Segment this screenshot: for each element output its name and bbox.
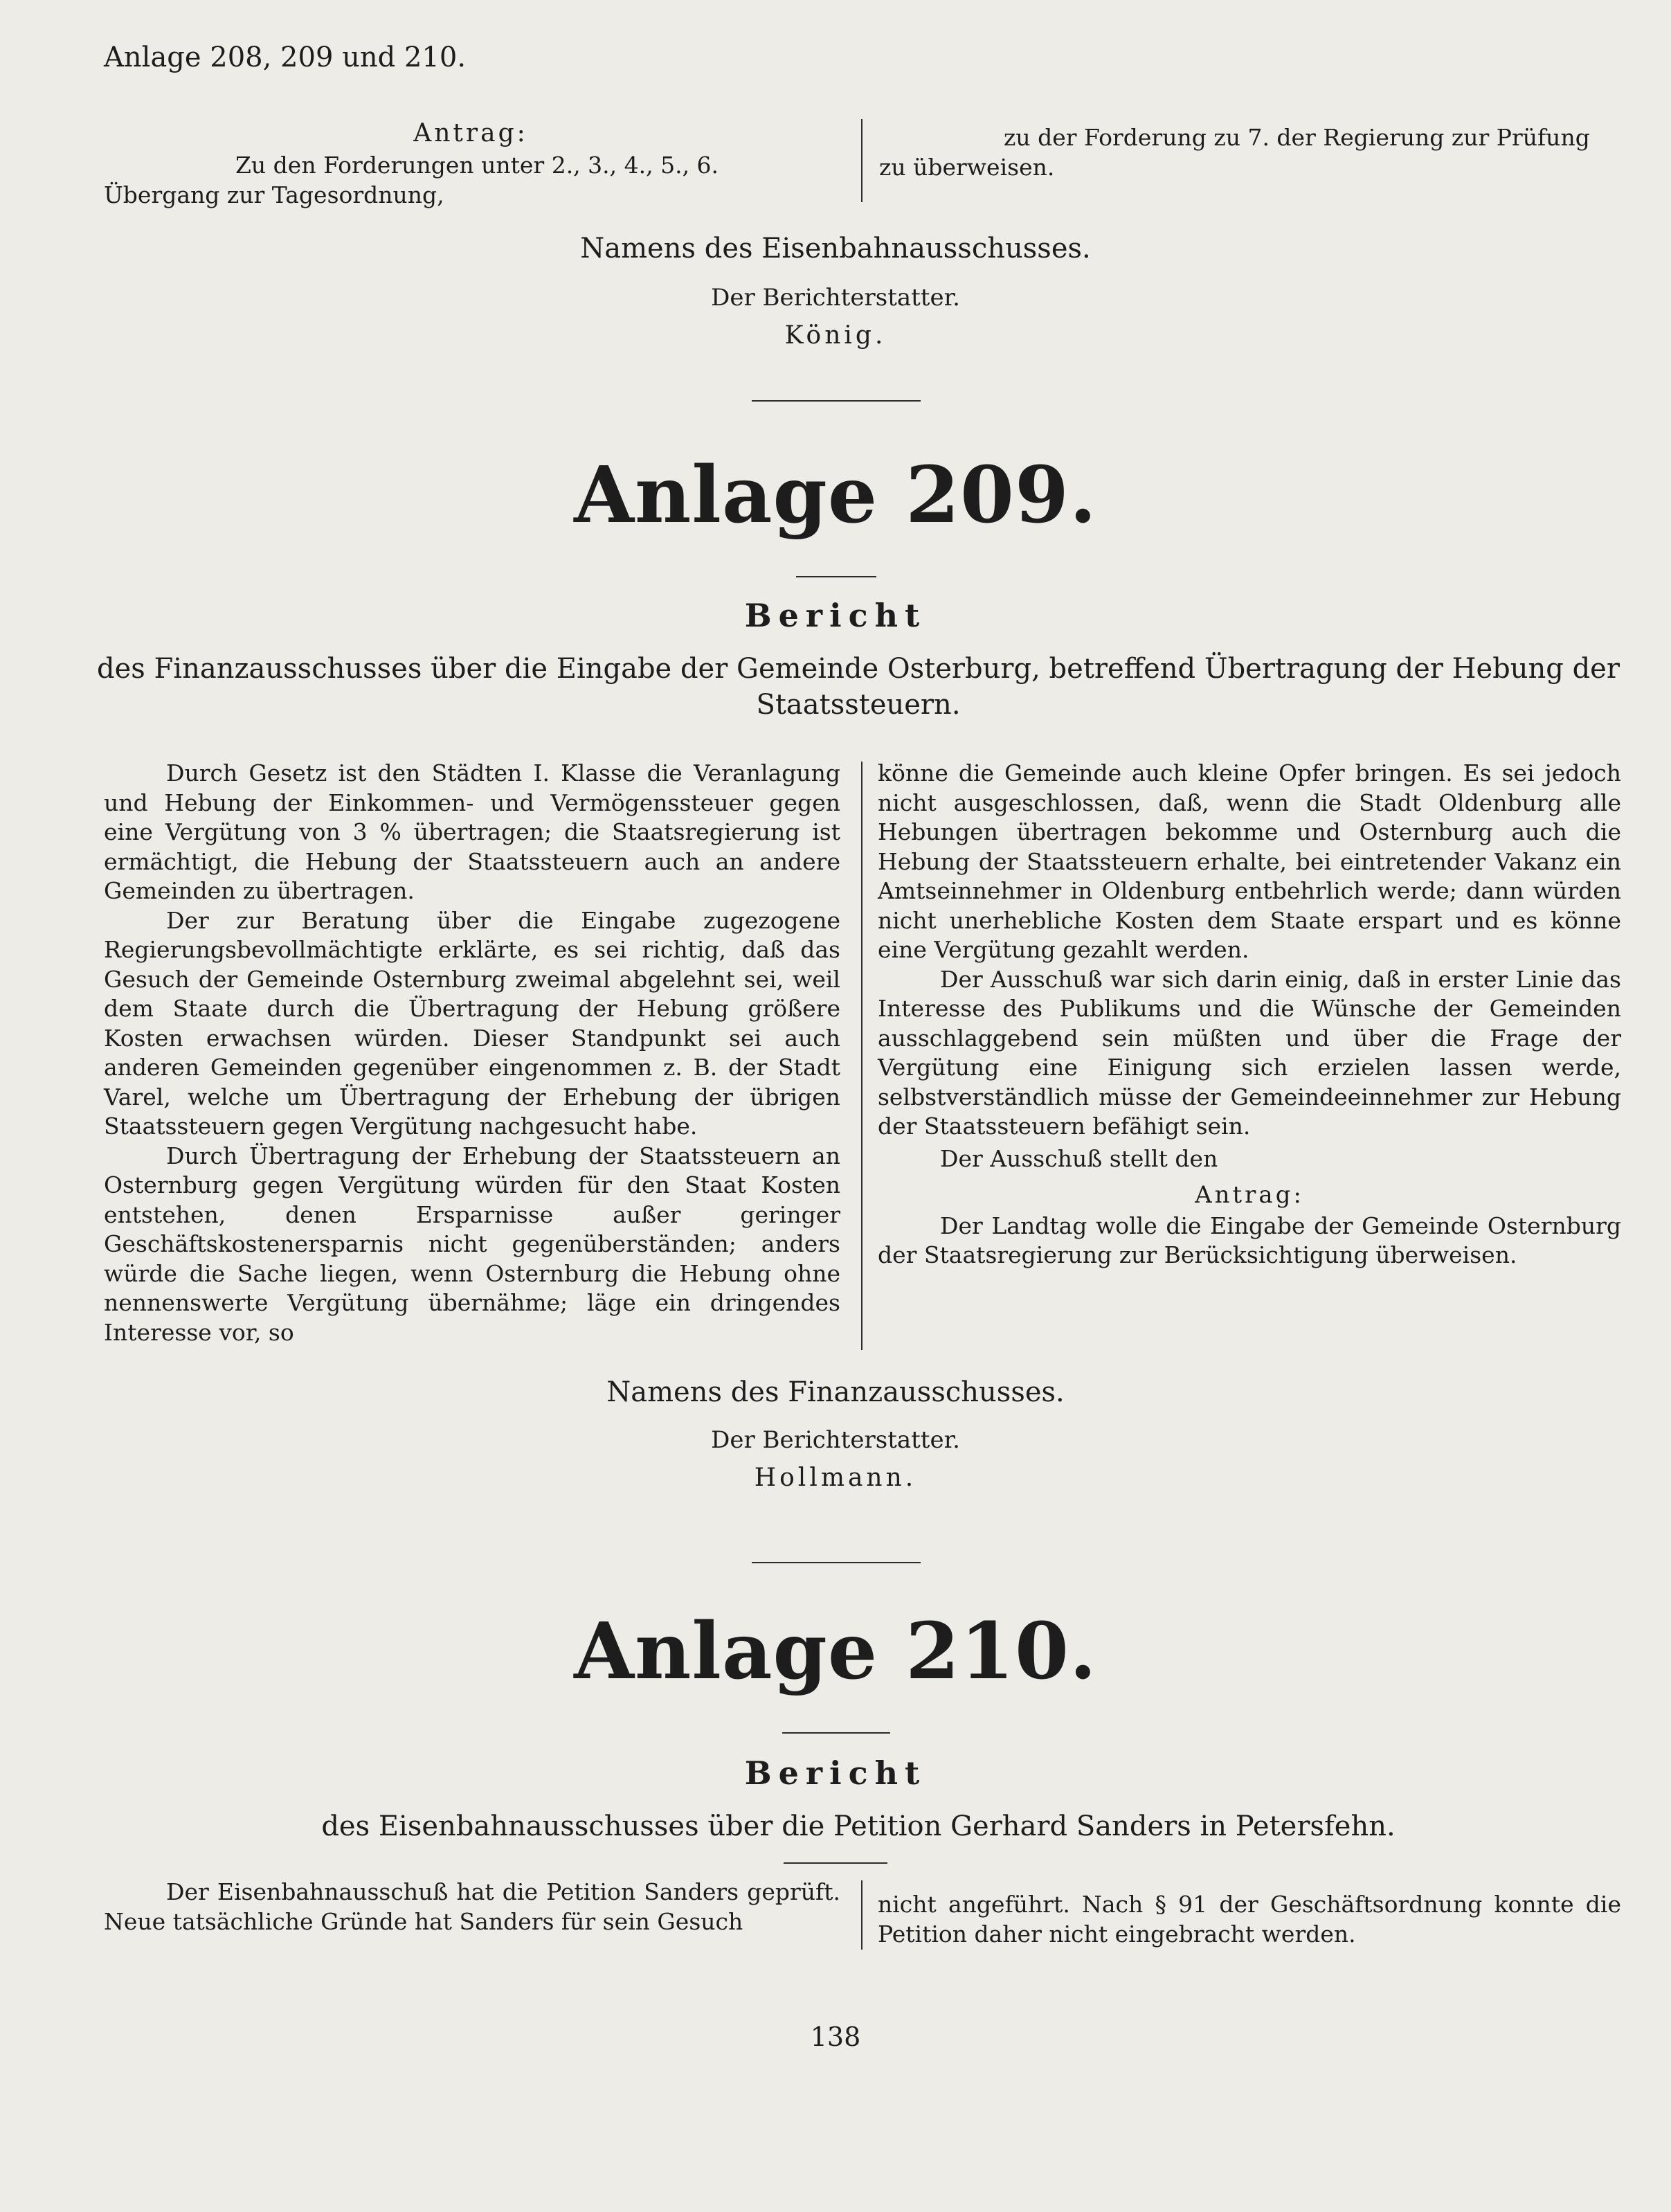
antrag-text: Der Landtag wolle die Eingabe der Gemeinde Osternburg der Staatsregierung zur Berücksichtigung überweisen. (878, 1212, 1621, 1268)
anlage208-right-text (879, 123, 1620, 182)
paragraph: Durch Gesetz ist den Städten I. Klasse die Veranlagung und Hebung der Einkommen- und Vermögenssteuer gegen eine Vergütung von 3 % übertragen; die Staatsregierung ist ermächtigt, die Hebung der Staatssteuern auch an andere Gemeinden zu übertragen. (104, 759, 840, 904)
section-divider (752, 1562, 921, 1563)
anlage208-left-text (104, 151, 838, 210)
reporter-name-208: König. (784, 321, 887, 350)
subtitle-underline (784, 1862, 887, 1864)
bericht-heading-210: Bericht (744, 1754, 927, 1792)
section-divider (752, 400, 921, 402)
anlage208-left-paragraph: Zu den Forderungen unter 2., 3., 4., 5., 6. Übergang zur Tagesordnung, (104, 152, 719, 208)
antrag-label-208: Antrag: (413, 119, 528, 147)
column-divider (861, 1880, 862, 1950)
anlage-209-subtitle: des Finanzausschusses über die Eingabe der Gemeinde Osterburg, betreffend Übertragung der Hebung der Staatssteuern. (97, 653, 1620, 721)
paragraph: könne die Gemeinde auch kleine Opfer bringen. Es sei jedoch nicht ausgeschlossen, daß, wenn die Stadt Oldenburg alle Hebungen übertragen bekomme und Osternburg auch die Hebung der Staatssteuern erhalte, bei eintretender Vakanz ein Amtseinnehmer in Oldenburg entbehrlich werde; dann würden nicht unerhebliche Kosten dem Staate erspart und es könne eine Vergütung gezahlt werden. (878, 759, 1621, 963)
column-divider (861, 762, 862, 1350)
committee-signature-208: Namens des Eisenbahnausschusses. (580, 233, 1091, 264)
anlage209-right-column (878, 759, 1621, 1270)
paragraph: nicht angeführt. Nach § 91 der Geschäftsordnung konnte die Petition daher nicht eingebracht werden. (878, 1891, 1621, 1948)
committee-signature-209: Namens des Finanzausschusses. (606, 1376, 1065, 1408)
paragraph: Der Ausschuß stellt den (940, 1144, 1218, 1172)
antrag-label-209: Antrag: (1195, 1181, 1304, 1209)
anlage-210-title: Anlage 210. (574, 1606, 1097, 1697)
paragraph: Durch Übertragung der Erhebung der Staatssteuern an Osternburg gegen Vergütung würden für den Staat Kosten entstehen, denen Ersparnisse außer geringer Geschäftskostenersparnis nicht gegenüberständen; anders würde die Sache liegen, wenn Osternburg die Hebung ohne nennenswerte Vergütung übernähme; läge ein dringendes Interesse vor, so (104, 1142, 840, 1346)
paragraph: Der zur Beratung über die Eingabe zugezogene Regierungsbevollmächtigte erklärte, es sei richtig, daß das Gesuch der Gemeinde Osternburg zweimal abgelehnt sei, weil dem Staate durch die Übertragung der Hebung größere Kosten erwachsen würden. Dieser Standpunkt sei auch anderen Gemeinden gegenüber eingenommen z. B. der Stadt Varel, welche um Übertragung der Erhebung der übrigen Staatssteuern gegen Vergütung nachgesucht habe. (104, 906, 840, 1140)
running-head: Anlage 208, 209 und 210. (104, 42, 467, 73)
reporter-name-209: Hollmann. (754, 1464, 917, 1492)
paragraph: Der Eisenbahnausschuß hat die Petition Sanders geprüft. Neue tatsächliche Gründe hat Sanders für sein Gesuch (104, 1878, 840, 1935)
page-number: 138 (810, 2022, 861, 2052)
anlage210-right-column (878, 1890, 1621, 1949)
anlage-209-title: Anlage 209. (574, 450, 1097, 541)
anlage208-right-paragraph: zu der Forderung zu 7. der Regierung zur Prüfung zu überweisen. (879, 124, 1590, 181)
paragraph: Der Ausschuß war sich darin einig, daß in erster Linie das Interesse des Publikums und die Wünsche der Gemeinden ausschlaggebend sein müßten und über die Frage der Vergütung eine Einigung sich erzielen lassen werde, selbstverständlich müsse der Gemeindeeinnehmer zur Hebung der Staatssteuern befähigt sein. (878, 965, 1621, 1140)
reporter-label-208: Der Berichterstatter. (711, 284, 960, 312)
column-divider (861, 119, 862, 202)
title-underline (782, 1732, 890, 1734)
title-underline (796, 576, 876, 577)
anlage209-left-column (104, 759, 840, 1347)
reporter-label-209: Der Berichterstatter. (711, 1426, 960, 1454)
anlage210-left-column (104, 1878, 840, 1936)
bericht-heading-209: Bericht (744, 597, 927, 634)
anlage-210-subtitle: des Eisenbahnausschusses über die Petition Gerhard Sanders in Petersfehn. (321, 1810, 1395, 1842)
